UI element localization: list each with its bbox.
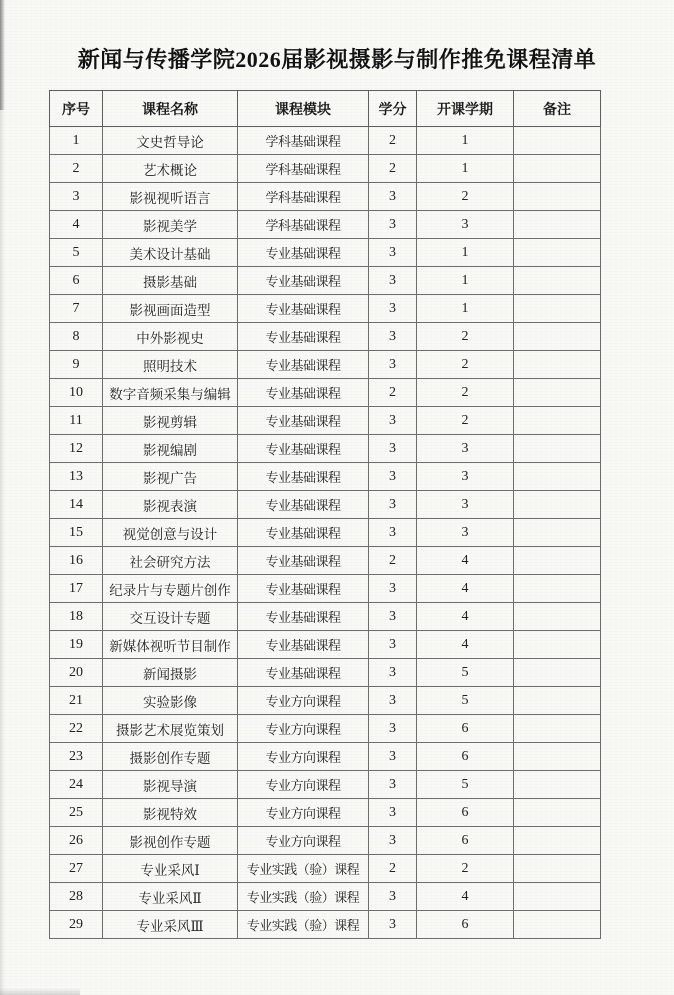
scan-edge-artifact — [0, 0, 5, 995]
table-cell-credits: 3 — [369, 491, 417, 519]
table-cell-course-module: 专业实践（验）课程 — [238, 855, 369, 883]
table-cell-semester: 4 — [417, 631, 514, 659]
table-cell-course-module: 专业方向课程 — [238, 687, 369, 715]
table-cell-credits: 3 — [369, 883, 417, 911]
table-cell-serial: 20 — [50, 659, 103, 687]
table-cell-credits: 2 — [369, 855, 417, 883]
table-cell-course-name: 影视表演 — [103, 491, 238, 519]
table-cell-semester: 2 — [417, 351, 514, 379]
table-cell-course-module: 学科基础课程 — [238, 211, 369, 239]
table-cell-credits: 2 — [369, 127, 417, 155]
table-cell-credits: 3 — [369, 463, 417, 491]
table-cell-credits: 3 — [369, 239, 417, 267]
table-cell-course-name: 美术设计基础 — [103, 239, 238, 267]
table-cell-course-name: 新媒体视听节目制作 — [103, 631, 238, 659]
table-cell-course-module: 专业基础课程 — [238, 547, 369, 575]
table-cell-semester: 2 — [417, 183, 514, 211]
table-cell-serial: 5 — [50, 239, 103, 267]
table-cell-remarks — [514, 659, 601, 687]
table-cell-credits: 3 — [369, 687, 417, 715]
table-cell-semester: 1 — [417, 267, 514, 295]
table-row — [50, 603, 601, 631]
table-cell-course-module: 专业基础课程 — [238, 323, 369, 351]
table-cell-course-name: 影视美学 — [103, 211, 238, 239]
table-cell-credits: 3 — [369, 911, 417, 939]
table-cell-remarks — [514, 295, 601, 323]
column-header-credits: 学分 — [369, 91, 417, 127]
table-cell-serial: 21 — [50, 687, 103, 715]
column-header-course-module: 课程模块 — [238, 91, 369, 127]
table-cell-course-module: 专业基础课程 — [238, 575, 369, 603]
table-cell-course-module: 学科基础课程 — [238, 127, 369, 155]
table-cell-remarks — [514, 715, 601, 743]
table-cell-serial: 28 — [50, 883, 103, 911]
table-cell-course-module: 专业基础课程 — [238, 603, 369, 631]
table-cell-course-module: 专业基础课程 — [238, 631, 369, 659]
table-cell-course-name: 照明技术 — [103, 351, 238, 379]
table-cell-course-name: 新闻摄影 — [103, 659, 238, 687]
table-cell-semester: 6 — [417, 715, 514, 743]
table-row — [50, 547, 601, 575]
table-cell-remarks — [514, 127, 601, 155]
table-cell-credits: 3 — [369, 603, 417, 631]
table-cell-remarks — [514, 267, 601, 295]
table-cell-serial: 19 — [50, 631, 103, 659]
table-cell-semester: 3 — [417, 491, 514, 519]
table-cell-remarks — [514, 379, 601, 407]
table-cell-serial: 27 — [50, 855, 103, 883]
table-cell-course-name: 影视导演 — [103, 771, 238, 799]
table-cell-semester: 3 — [417, 463, 514, 491]
table-cell-credits: 3 — [369, 715, 417, 743]
table-cell-credits: 3 — [369, 183, 417, 211]
table-cell-course-module: 专业方向课程 — [238, 743, 369, 771]
table-cell-serial: 2 — [50, 155, 103, 183]
table-row — [50, 743, 601, 771]
table-cell-serial: 3 — [50, 183, 103, 211]
table-cell-credits: 2 — [369, 547, 417, 575]
table-cell-course-module: 专业基础课程 — [238, 519, 369, 547]
table-cell-course-name: 中外影视史 — [103, 323, 238, 351]
table-cell-semester: 4 — [417, 547, 514, 575]
table-row — [50, 435, 601, 463]
table-cell-remarks — [514, 519, 601, 547]
table-cell-course-module: 专业基础课程 — [238, 435, 369, 463]
table-cell-remarks — [514, 323, 601, 351]
table-cell-serial: 12 — [50, 435, 103, 463]
table-cell-remarks — [514, 771, 601, 799]
table-cell-remarks — [514, 743, 601, 771]
page-title: 新闻与传播学院2026届影视摄影与制作推免课程清单 — [77, 47, 597, 72]
table-cell-serial: 17 — [50, 575, 103, 603]
table-cell-course-name: 影视剪辑 — [103, 407, 238, 435]
table-cell-course-module: 专业方向课程 — [238, 715, 369, 743]
table-cell-semester: 2 — [417, 407, 514, 435]
table-cell-credits: 3 — [369, 211, 417, 239]
table-row — [50, 239, 601, 267]
table-cell-course-name: 影视视听语言 — [103, 183, 238, 211]
table-cell-semester: 6 — [417, 799, 514, 827]
table-cell-course-name: 摄影基础 — [103, 267, 238, 295]
table-row — [50, 323, 601, 351]
table-cell-serial: 9 — [50, 351, 103, 379]
table-cell-remarks — [514, 631, 601, 659]
table-cell-course-name: 影视编剧 — [103, 435, 238, 463]
table-cell-credits: 3 — [369, 659, 417, 687]
table-row — [50, 127, 601, 155]
table-cell-course-module: 专业方向课程 — [238, 827, 369, 855]
table-cell-serial: 11 — [50, 407, 103, 435]
table-cell-serial: 16 — [50, 547, 103, 575]
table-cell-credits: 3 — [369, 631, 417, 659]
table-cell-serial: 29 — [50, 911, 103, 939]
table-cell-credits: 3 — [369, 267, 417, 295]
table-cell-semester: 2 — [417, 855, 514, 883]
table-cell-remarks — [514, 603, 601, 631]
table-cell-serial: 8 — [50, 323, 103, 351]
table-row — [50, 771, 601, 799]
table-cell-credits: 3 — [369, 799, 417, 827]
table-cell-course-name: 摄影创作专题 — [103, 743, 238, 771]
table-cell-semester: 5 — [417, 771, 514, 799]
table-header-row — [50, 91, 601, 127]
table-cell-remarks — [514, 463, 601, 491]
table-cell-serial: 25 — [50, 799, 103, 827]
table-row — [50, 883, 601, 911]
table-cell-course-module: 专业实践（验）课程 — [238, 883, 369, 911]
table-cell-course-name: 影视创作专题 — [103, 827, 238, 855]
table-cell-semester: 4 — [417, 603, 514, 631]
table-row — [50, 407, 601, 435]
table-cell-credits: 3 — [369, 743, 417, 771]
table-row — [50, 491, 601, 519]
column-header-remarks: 备注 — [514, 91, 601, 127]
course-table — [49, 90, 601, 939]
table-cell-remarks — [514, 687, 601, 715]
table-cell-course-name: 影视广告 — [103, 463, 238, 491]
table-cell-serial: 24 — [50, 771, 103, 799]
table-cell-semester: 4 — [417, 883, 514, 911]
table-row — [50, 659, 601, 687]
table-cell-course-name: 专业采风Ⅲ — [103, 911, 238, 939]
table-cell-remarks — [514, 183, 601, 211]
table-cell-remarks — [514, 351, 601, 379]
table-cell-course-module: 专业方向课程 — [238, 799, 369, 827]
table-cell-course-module: 专业实践（验）课程 — [238, 911, 369, 939]
table-row — [50, 379, 601, 407]
table-cell-course-name: 影视特效 — [103, 799, 238, 827]
table-cell-semester: 5 — [417, 687, 514, 715]
table-cell-course-module: 专业基础课程 — [238, 659, 369, 687]
table-cell-credits: 3 — [369, 435, 417, 463]
table-cell-semester: 1 — [417, 295, 514, 323]
table-cell-semester: 4 — [417, 575, 514, 603]
table-cell-remarks — [514, 911, 601, 939]
table-cell-remarks — [514, 827, 601, 855]
table-cell-serial: 4 — [50, 211, 103, 239]
table-cell-remarks — [514, 491, 601, 519]
table-cell-semester: 1 — [417, 239, 514, 267]
table-cell-credits: 3 — [369, 295, 417, 323]
table-cell-course-name: 专业采风Ⅰ — [103, 855, 238, 883]
table-cell-credits: 3 — [369, 351, 417, 379]
table-cell-course-module: 专业基础课程 — [238, 295, 369, 323]
table-cell-semester: 3 — [417, 211, 514, 239]
table-row — [50, 631, 601, 659]
table-cell-semester: 2 — [417, 323, 514, 351]
table-cell-semester: 3 — [417, 519, 514, 547]
table-cell-semester: 6 — [417, 911, 514, 939]
table-cell-semester: 1 — [417, 127, 514, 155]
table-cell-remarks — [514, 239, 601, 267]
table-cell-course-module: 专业基础课程 — [238, 463, 369, 491]
course-table-container — [49, 90, 601, 939]
table-cell-serial: 23 — [50, 743, 103, 771]
table-row — [50, 575, 601, 603]
table-cell-course-name: 社会研究方法 — [103, 547, 238, 575]
table-row — [50, 799, 601, 827]
table-cell-course-name: 专业采风Ⅱ — [103, 883, 238, 911]
table-cell-course-module: 专业基础课程 — [238, 491, 369, 519]
table-cell-semester: 6 — [417, 743, 514, 771]
scan-smudge-artifact — [0, 988, 80, 995]
table-row — [50, 211, 601, 239]
table-cell-serial: 14 — [50, 491, 103, 519]
table-cell-serial: 7 — [50, 295, 103, 323]
table-cell-credits: 2 — [369, 379, 417, 407]
table-cell-remarks — [514, 407, 601, 435]
table-cell-serial: 13 — [50, 463, 103, 491]
table-cell-remarks — [514, 155, 601, 183]
table-cell-course-name: 数字音频采集与编辑 — [103, 379, 238, 407]
table-row — [50, 715, 601, 743]
table-cell-semester: 2 — [417, 379, 514, 407]
table-cell-serial: 15 — [50, 519, 103, 547]
column-header-serial: 序号 — [50, 91, 103, 127]
table-cell-remarks — [514, 883, 601, 911]
table-cell-semester: 1 — [417, 155, 514, 183]
table-row — [50, 687, 601, 715]
table-cell-remarks — [514, 547, 601, 575]
table-cell-course-name: 交互设计专题 — [103, 603, 238, 631]
table-cell-credits: 3 — [369, 407, 417, 435]
table-cell-course-name: 纪录片与专题片创作 — [103, 575, 238, 603]
table-cell-remarks — [514, 211, 601, 239]
table-cell-credits: 3 — [369, 575, 417, 603]
column-header-semester: 开课学期 — [417, 91, 514, 127]
table-cell-serial: 26 — [50, 827, 103, 855]
table-row — [50, 519, 601, 547]
table-cell-remarks — [514, 435, 601, 463]
table-cell-remarks — [514, 575, 601, 603]
table-row — [50, 295, 601, 323]
table-row — [50, 911, 601, 939]
table-cell-remarks — [514, 799, 601, 827]
course-table-body — [50, 127, 601, 939]
table-cell-remarks — [514, 855, 601, 883]
table-row — [50, 855, 601, 883]
table-cell-course-name: 文史哲导论 — [103, 127, 238, 155]
table-row — [50, 267, 601, 295]
table-cell-credits: 3 — [369, 771, 417, 799]
table-cell-semester: 6 — [417, 827, 514, 855]
table-cell-course-module: 专业基础课程 — [238, 351, 369, 379]
table-cell-course-module: 学科基础课程 — [238, 155, 369, 183]
table-row — [50, 155, 601, 183]
column-header-course-name: 课程名称 — [103, 91, 238, 127]
table-cell-credits: 3 — [369, 323, 417, 351]
table-cell-course-module: 专业方向课程 — [238, 771, 369, 799]
table-row — [50, 351, 601, 379]
table-row — [50, 827, 601, 855]
table-cell-serial: 10 — [50, 379, 103, 407]
table-cell-course-name: 视觉创意与设计 — [103, 519, 238, 547]
table-row — [50, 463, 601, 491]
table-cell-course-name: 实验影像 — [103, 687, 238, 715]
table-cell-serial: 1 — [50, 127, 103, 155]
table-cell-serial: 18 — [50, 603, 103, 631]
table-cell-course-name: 影视画面造型 — [103, 295, 238, 323]
table-cell-course-module: 专业基础课程 — [238, 239, 369, 267]
table-cell-course-name: 摄影艺术展览策划 — [103, 715, 238, 743]
table-cell-course-module: 专业基础课程 — [238, 267, 369, 295]
table-cell-semester: 3 — [417, 435, 514, 463]
table-cell-credits: 3 — [369, 827, 417, 855]
table-cell-serial: 6 — [50, 267, 103, 295]
table-cell-credits: 2 — [369, 155, 417, 183]
table-cell-semester: 5 — [417, 659, 514, 687]
table-cell-credits: 3 — [369, 519, 417, 547]
table-cell-course-name: 艺术概论 — [103, 155, 238, 183]
table-row — [50, 183, 601, 211]
table-cell-course-module: 专业基础课程 — [238, 379, 369, 407]
table-cell-course-module: 专业基础课程 — [238, 407, 369, 435]
table-cell-course-module: 学科基础课程 — [238, 183, 369, 211]
table-cell-serial: 22 — [50, 715, 103, 743]
